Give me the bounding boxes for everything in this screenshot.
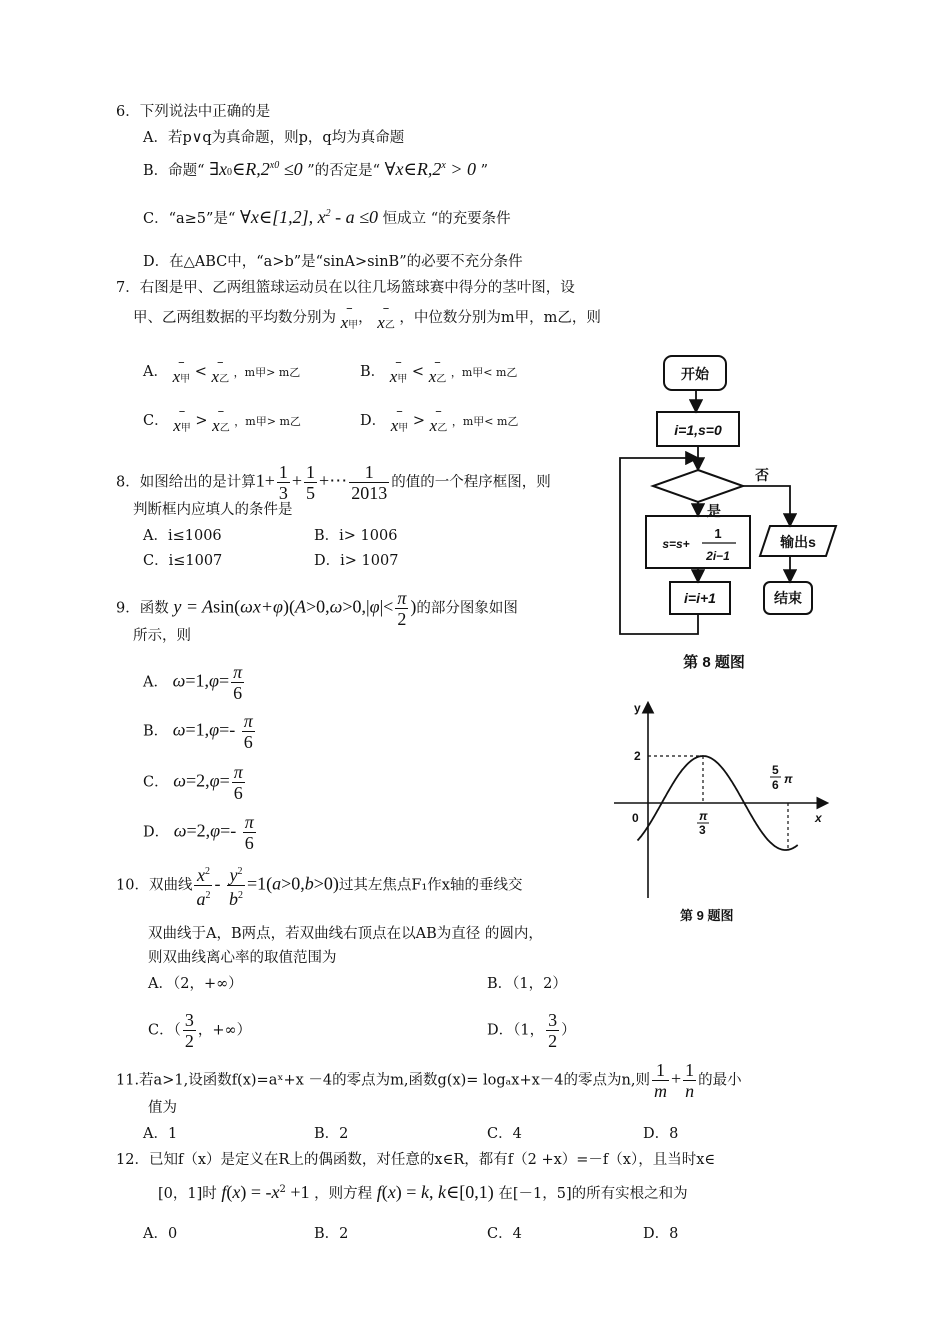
q7-option-c: C． – x甲 > – x乙 ，m甲> m乙 [143, 404, 301, 435]
q8-stem: 8．如图给出的是计算1+ $\frac{1}{3}$ + $\frac{1}{5}$ +⋯ $\frac{1}{2013}$ 的值的一个程序框图，则 [116, 462, 551, 503]
flowchart-figure [612, 350, 852, 680]
q10-stem-2: 双曲线于A，B两点，若双曲线右顶点在以AB为直径 的圆内， [148, 926, 543, 942]
q6-stem: 6．下列说法中正确的是 [116, 104, 271, 120]
graph-y-tick: 2 [634, 749, 641, 763]
graph-x-tick2-suffix: π [784, 772, 793, 786]
q11-option-a: A．1 [143, 1126, 178, 1142]
flow-end-label: 结束 [774, 590, 802, 606]
q6-c-math: ∀x∈[1,2], $x^2 - a \le 0$ [239, 207, 379, 227]
q9-stem-2: 所示，则 [133, 628, 191, 644]
graph-x-tick2-num: 5 [772, 763, 779, 777]
flow-yes-label: 是 [707, 503, 721, 519]
flow-update-pre: s=s+ [662, 537, 690, 551]
q12-option-d: D．8 [643, 1226, 679, 1242]
q9-option-b: B． ω=1,φ=- $\frac{\pi}{6}$ [143, 711, 253, 752]
q7-option-a: A． – x甲 < – x乙 ，m甲> m乙 [143, 355, 301, 386]
q6-option-b: B．命题“ $\exists x0\in R,2^{x0} \le 0$ ”的否定是“ $\forall x\in R,2^x > 0$ ” [143, 159, 488, 179]
flow-incr-label: i=i+1 [684, 590, 716, 606]
q10-stem-3: 则双曲线离心率的取值范围为 [148, 950, 337, 966]
q6-b-math1: $\exists x0\in R,2^{x0} \le 0$ [209, 159, 303, 179]
q10-option-d: D．（1， $\frac{3}{2}$ ） [487, 1010, 576, 1051]
q9-stem: 9．函数 y = Asin(ωx+φ)(A>0,ω>0,|φ|< $\frac{\pi}{2}$ )的部分图象如图 [116, 588, 518, 629]
q12-stem-2: [0，1]时 $f(x) = -x^2 +1$ ，则方程 f(x) = k, k∈[0,1) 在[－1，5]的所有实根之和为 [158, 1181, 688, 1202]
graph-x-tick-num: π [699, 809, 708, 823]
q8-option-a: A．i≤1006 [143, 528, 222, 544]
q11-option-d: D．8 [643, 1126, 679, 1142]
q7-stem-1: 7．右图是甲、乙两组篮球运动员在以往几场篮球赛中得分的茎叶图，设 [116, 280, 575, 296]
graph-x-label: x [815, 811, 822, 825]
q6-option-d: D．在△ABC中，“a>b”是“sinA>sinB”的必要不充分条件 [143, 254, 523, 270]
flow-init-label: i=1,s=0 [674, 422, 722, 438]
graph-x-tick2-den: 6 [772, 778, 779, 792]
flow-start-label: 开始 [681, 366, 709, 382]
sine-graph-figure [608, 698, 838, 930]
graph-caption: 第 9 题图 [680, 908, 734, 923]
q9-option-a: A． ω=1,φ= $\frac{\pi}{6}$ [143, 662, 243, 703]
q9-option-d: D． ω=2,φ=- $\frac{\pi}{6}$ [143, 812, 254, 853]
q7-stem-2: 甲、乙两组数据的平均数分别为 – x甲， – x乙 ，中位数分别为m甲，m乙，则 [133, 301, 601, 332]
q8-stem-2: 判断框内应填人的条件是 [133, 502, 293, 518]
q12-stem: 12．已知f（x）是定义在R上的偶函数，对任意的x∈R，都有f（2 +x）=－f（x），且当时x∈ [116, 1152, 716, 1168]
q11-option-b: B．2 [314, 1126, 349, 1142]
q11-stem-2: 值为 [148, 1100, 177, 1116]
flowchart-caption: 第 8 题图 [683, 654, 745, 671]
flow-output-label: 输出s [780, 534, 816, 550]
q7-option-b: B． – x甲 < – x乙 ，m甲< m乙 [360, 355, 518, 386]
flow-no-label: 否 [755, 467, 769, 483]
flow-decision [653, 470, 743, 502]
flow-update-den: 2i−1 [706, 549, 730, 563]
q6-option-c: C．“a≥5”是“ ∀x∈[1,2], $x^2 - a \le 0$ 恒成立 “的充要条件 [143, 207, 511, 227]
q12-option-b: B．2 [314, 1226, 349, 1242]
q10-option-c: C．（ $\frac{3}{2}$ ，+∞） [148, 1010, 252, 1051]
q10-option-b: B．（1，2） [487, 976, 567, 992]
q9-option-c: C． ω=2,φ= $\frac{\pi}{6}$ [143, 762, 243, 803]
graph-y-label: y [634, 701, 641, 715]
q11-stem: 11.若a>1,设函数f(x)=aˣ+x －4的零点为m,函数g(x)= logₐx+x－4的零点为n,则 $\frac{1}{m}$ + $\frac{1}{n}$ 的最小 [116, 1060, 742, 1101]
q11-option-c: C．4 [487, 1126, 522, 1142]
q6-b-math2: $\forall x\in R,2^x > 0$ [384, 159, 476, 179]
q10-option-a: A．（2，+∞） [148, 976, 243, 992]
q7-option-d: D． – x甲 > – x乙 ，m甲< m乙 [360, 404, 519, 435]
q6-option-a: A．若p∨q为真命题，则p，q均为真命题 [143, 130, 405, 146]
q12-option-a: A．0 [143, 1226, 178, 1242]
q8-option-d: D．i> 1007 [314, 553, 399, 569]
q8-option-c: C．i≤1007 [143, 553, 223, 569]
flow-update-num: 1 [714, 526, 722, 541]
q12-option-c: C．4 [487, 1226, 522, 1242]
graph-x-tick-den: 3 [699, 823, 706, 837]
q10-stem: 10．双曲线 $\frac{x^2}{a^2}$ - $\frac{y^2}{b^2}$ =1(a>0,b>0)过其左焦点F₁作x轴的垂线交 [116, 862, 522, 909]
graph-origin: 0 [632, 811, 639, 825]
q8-option-b: B．i> 1006 [314, 528, 398, 544]
